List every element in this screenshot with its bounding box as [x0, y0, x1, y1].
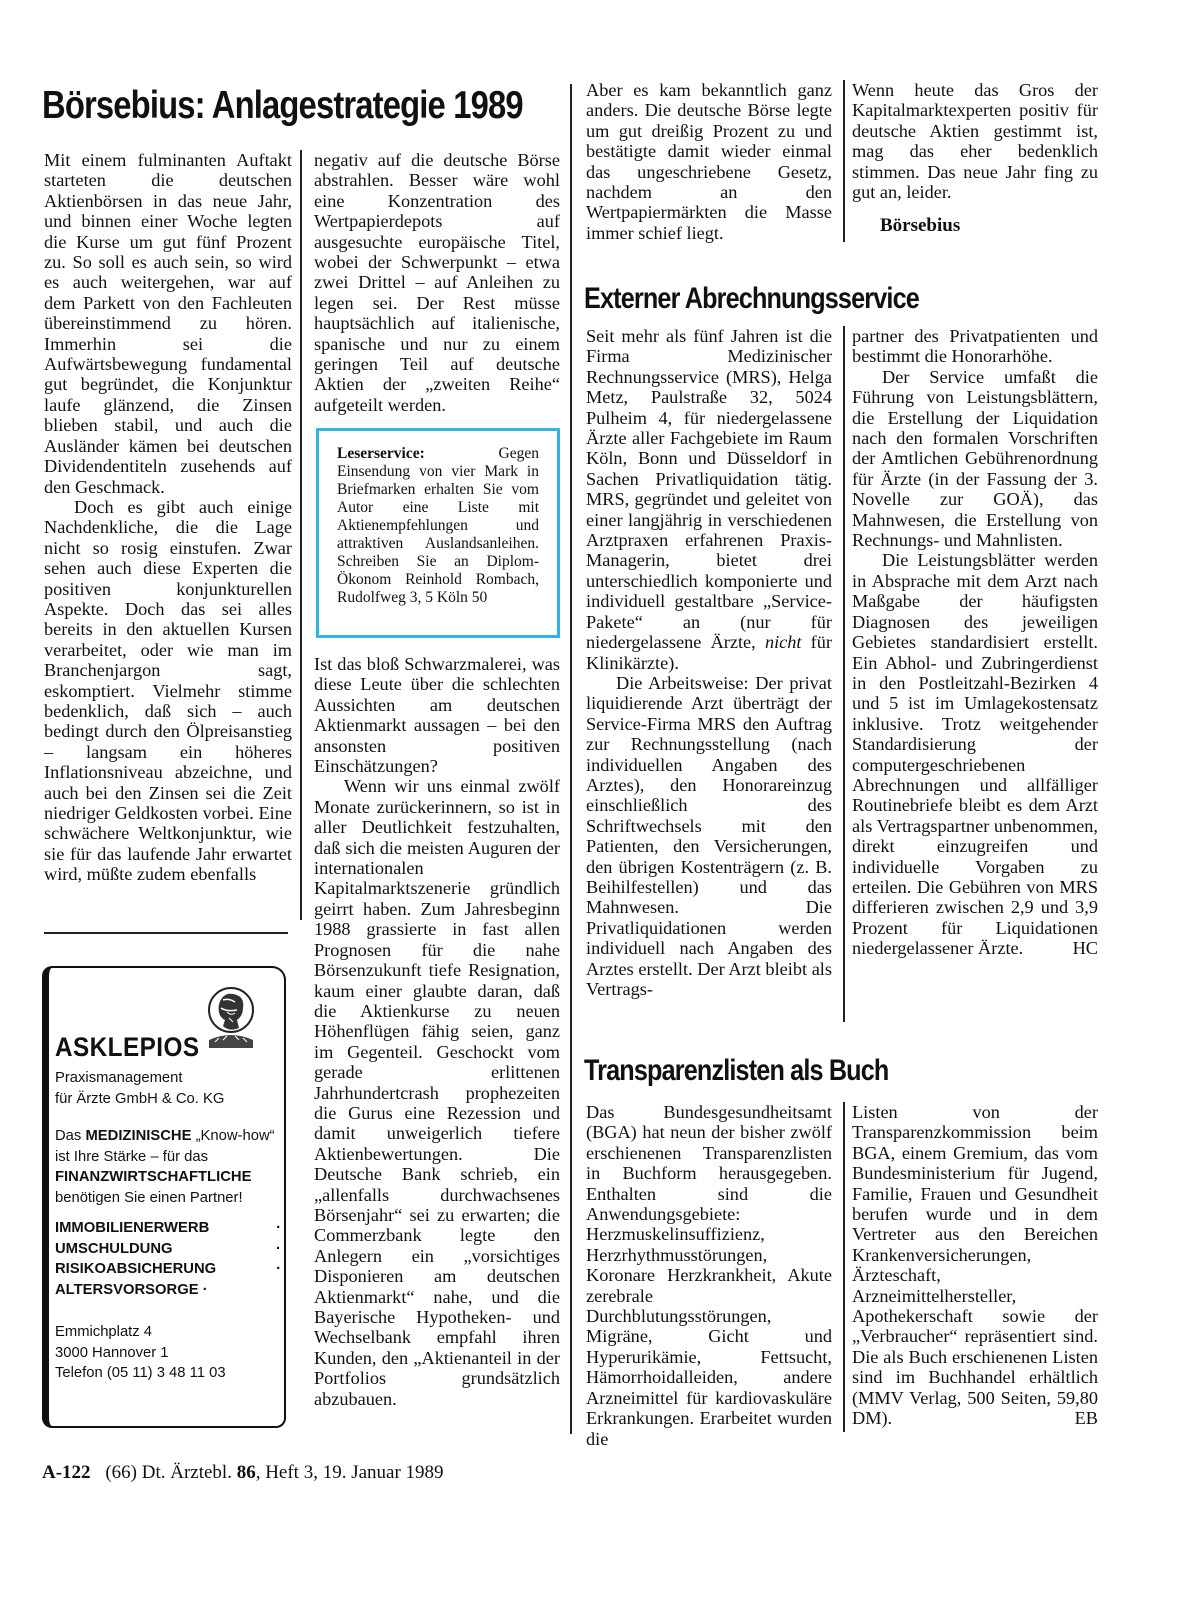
article-column-4 [852, 80, 1098, 237]
ad-pitch-text: „Know-how“ ist Ihre Stärke – für das [55, 1128, 275, 1165]
paragraph: Aber es kam bekanntlich ganz anders. Die deutsche Börse legte um gut dreißig Prozent zu und bestätigte damit wieder einmal das ungeschriebene Gesetz, nachdem an den Wertpapiermärkten die Masse immer schief liegt. [586, 80, 832, 243]
footer-citation [105, 1462, 443, 1483]
paragraph: Die Arbeitsweise: Der privat liquidierende Arzt überträgt der Service-Firma MRS den Auftrag zur Rechnungsstellung (nach individuellen Angaben des Arztes), den Honorareinzug einschließlich des Schriftwechsels mit den Patienten, den Versicherungen, den übrigen Kostenträgern (z. B. Beihilfestellen) und das Mahnwesen. Die Privatliquidationen werden individuell nach Angaben des Arztes erstellt. Der Arzt bleibt als Vertrags- [586, 672, 832, 999]
paragraph: Doch es gibt auch einige Nachdenkliche, die die Lage nicht so rosig einstufen. Zwar sehen auch diese Experten die positiven konjunkturellen Aspekte. Doch das sei alles bereits in den aktuellen Kursen verarbeitet, oder wie man im Branchenjargon sagt, eskomptiert. Vielmehr stimme bedenklich, daß sich – auch bedingt durch den Ölpreisanstieg – langsam ein höheres Inflationsniveau abzeichne, und auch bei den Zinsen sei die Zeit niedriger Geldkosten vorbei. Eine schwächere Weltkonjunktur, wie sie für das laufende Jahr erwartet wird, müßte zudem ebenfalls [44, 496, 292, 885]
ad-pitch-emphasis: FINANZWIRTSCHAFTLICHE [55, 1169, 252, 1185]
article-column-2-top [314, 150, 560, 415]
ad-phone: Telefon (05 11) 3 48 11 03 [55, 1365, 226, 1381]
footer-text: , Heft 3, 19. Januar 1989 [255, 1462, 444, 1483]
paragraph: partner des Privatpatienten und bestimmt die Honorarhöhe. [852, 326, 1098, 367]
ad-brand-name: ASKLEPIOS [55, 1032, 200, 1062]
paragraph: Wenn wir uns einmal zwölf Monate zurückerinnern, so ist in aller Deutlichkeit festzuhalten, daß sich die meisten Auguren der internationalen Kapitalmarktszenerie gründlich geirrt haben. Zum Jahresbeginn 1988 grassierte in fast allen Prognosen für die nahe Börsenzukunft tiefe Resignation, kaum einer glaubte daran, daß die Aktienkurse zu neuen Höhenflügen fähig seien, ganz im Gegenteil. Geschockt vom gerade erlittenen Jahrhundertcrash prophezeiten die Gurus eine Rezession und damit unweigerlich tiefere Aktienbewertungen. Die Deutsche Bank schrieb, ein „allenfalls durchwachsenes Börsenjahr“ sei zu erwarten; die Commerzbank legte den Anlegern ein „vorsichtiges Disponieren am deutschen Aktienmarkt“ nahe, und die Bayerische Hypotheken- und Wechselbank empfahl ihren Kunden, den „Aktienanteil in der Portfolios grundsätzlich abzubauen. [314, 776, 560, 1409]
column-divider [300, 150, 302, 920]
asklepios-ad [42, 966, 286, 1428]
paragraph [852, 1102, 1098, 1429]
ad-services: IMMOBILIENERWERB · UMSCHULDUNG · RISIKOABSICHERUNG · ALTERSVORSORGE · [55, 1220, 281, 1298]
reader-service-body: Gegen Einsendung von vier Mark in Briefmarken erhalten Sie vom Autor eine Liste mit Aktienempfehlungen und attraktiven Auslandsanleihen. Schreiben Sie an Diplom-Ökonom Reinhold Rombach, Rudolfweg 3, 5 Köln 50 [337, 445, 539, 606]
column-divider [843, 326, 845, 1022]
article-column-1 [586, 1102, 832, 1449]
article-column-1 [586, 326, 832, 999]
article-column-2 [852, 326, 1098, 959]
author-byline: Börsebius [880, 215, 961, 237]
ad-subtitle-line: Praxismanagement [55, 1070, 183, 1086]
page-number: A-122 [42, 1462, 91, 1483]
reader-service-box [316, 428, 560, 638]
article-column-2-bottom [314, 654, 560, 1409]
paragraph-text: für Klinikärzte). [586, 632, 833, 673]
ad-pitch [55, 1126, 283, 1208]
article-column-3 [586, 80, 832, 243]
emphasis: nicht [764, 632, 802, 653]
paragraph: Wenn heute das Gros der Kapitalmarktexperten positiv für deutsche Aktien gestimmt ist, mag das eher bedenklich stimmen. Das neue Jahr fing zu gut an, leider. [852, 80, 1098, 203]
footer-volume: 86 [236, 1462, 256, 1483]
footer-text: (66) Dt. Ärztebl. [105, 1462, 237, 1483]
ad-address-line: 3000 Hannover 1 [55, 1344, 169, 1361]
paragraph: Das Bundesgesundheitsamt (BGA) hat neun der bisher zwölf erschienenen Transparenzlisten in Buchform herausgegeben. Enthalten sind die Anwendungsgebiete: Herzmuskelinsuffizienz, Herzrhythmusstörungen, Koronare Herzkrankheit, Akute zerebrale Durchblutungsstörungen, Migräne, Gicht und Hyperurikämie, Fettsucht, Hämorrhoidalleiden, andere Arzneimittel für kardiovaskuläre Erkrankungen. Erarbeitet wurden die [586, 1102, 832, 1449]
page-footer [42, 1462, 444, 1484]
author-initials: EB [1074, 1408, 1098, 1429]
reader-service-text [337, 445, 539, 607]
paragraph-text: Die Leistungsblätter werden in Absprache mit dem Arzt nach Maßgabe der häufigsten Diagnosen des jeweiligen Gebietes standardisiert erstellt. Ein Abhol- und Zubringerdienst in den Postleitzahl-Bezirken 4 und 5 ist im Umlagekostensatz inklusive. Trotz weitgehender Standardisierung der computergeschriebenen Abrechnungen und allfälliger Routinebriefe bleibt es dem Arzt als Vertragspartner unbenommen, direkt einzugreifen und individuelle Vorgaben zu erteilen. Die Gebühren von MRS differieren zwischen 2,9 und 3,9 Prozent für Liquidationen niedergelassener Ärzte. [852, 550, 1098, 959]
ad-address [55, 1322, 285, 1384]
article-title: Börsebius: Anlagestrategie 1989 [42, 84, 523, 127]
column-divider [843, 1102, 845, 1432]
asklepios-logo-icon [199, 982, 263, 1054]
ad-pitch-text: Das [55, 1128, 86, 1144]
article-column-1 [44, 150, 292, 885]
ad-address-line: Emmichplatz 4 [55, 1324, 153, 1340]
article-title: Transparenzlisten als Buch [584, 1054, 889, 1087]
author-initials: HC [1072, 938, 1098, 959]
paragraph-text: Seit mehr als fünf Jahren ist die Firma Medizinischer Rechnungsservice (MRS), Helga Metz, Paulstraße 32, 5024 Pulheim 4, für niedergelassene Ärzte aller Fachgebiete im Raum Köln, Bonn und Düsseldorf in Sachen Privatliquidation tätig. MRS, gegründet und geleitet von einer langjährig in verschiedenen Arztpraxen erfahrenen Praxis-Managerin, bietet drei unterschiedlich komponierte und individuell gestaltbare „Service-Pakete“ an (nur für niedergelassene Ärzte, [586, 326, 832, 653]
paragraph: Mit einem fulminanten Auftakt starteten die deutschen Aktienbörsen in das neue Jahr, und binnen einer Woche legten die Kurse um gut fünf Prozent zu. So soll es auch sein, so wird es auch weitergehen, war auf dem Parkett von den Fachleuten übereinstimmend zu hören. Immerhin sei die Aufwärtsbewegung fundamental gut begründet, die Konjunktur laufe glänzend, die Zinsen blieben stabil, und auch die Ausländer kämen bei deutschen Dividendentiteln zusehends auf den Geschmack. [44, 150, 292, 497]
reader-service-label: Leserservice: [337, 445, 425, 462]
paragraph: Der Service umfaßt die Führung von Leistungsblättern, die Erstellung der Liquidation nach den formalen Vorschriften der Amtlichen Gebührenordnung für Ärzte (in der Fassung der 3. Novelle zur GOÄ), das Mahnwesen, die Erstellung von Rechnungs- und Mahnlisten. [852, 366, 1098, 551]
paragraph [852, 550, 1098, 958]
ad-subtitle [55, 1068, 285, 1109]
paragraph-text: Listen von der Transparenzkommission beim BGA, einem Gremium, das vom Bundesministerium für Jugend, Familie, Frauen und Gesundheit berufen wurde und in dem Vertreter aus den Bereichen Krankenversicherungen, Ärzteschaft, Arzneimittelhersteller, Apothekerschaft sowie der „Verbraucher“ repräsentiert sind. Die als Buch erschienenen Listen sind im Buchhandel erhältlich (MMV Verlag, 500 Seiten, 59,80 DM). [852, 1102, 1098, 1429]
ad-separator [44, 932, 288, 934]
ad-pitch-emphasis: MEDIZINISCHE [85, 1128, 192, 1144]
article-column-2 [852, 1102, 1098, 1429]
paragraph: negativ auf die deutsche Börse abstrahlen. Besser wäre wohl eine Konzentration des Wertpapierdepots auf ausgesuchte europäische Titel, wobei der Schwerpunkt – etwa zwei Drittel – auf Anleihen zu legen sei. Der Rest müsse hauptsächlich auf italienische, spanische und nur zu einem geringen Teil auf deutsche Aktien der „zweiten Reihe“ aufgeteilt werden. [314, 150, 560, 415]
column-divider [570, 84, 572, 1434]
ad-subtitle-line: für Ärzte GmbH & Co. KG [55, 1090, 225, 1107]
article-title: Externer Abrechnungsservice [584, 282, 919, 315]
paragraph [586, 326, 832, 673]
ad-pitch-text: benötigen Sie einen Partner! [55, 1189, 243, 1206]
paragraph: Ist das bloß Schwarzmalerei, was diese Leute über die schlechten Aussichten am deutschen Aktienmarkt aussagen – bei den ansonsten positiven Einschätzungen? [314, 654, 560, 777]
column-divider [843, 80, 845, 242]
